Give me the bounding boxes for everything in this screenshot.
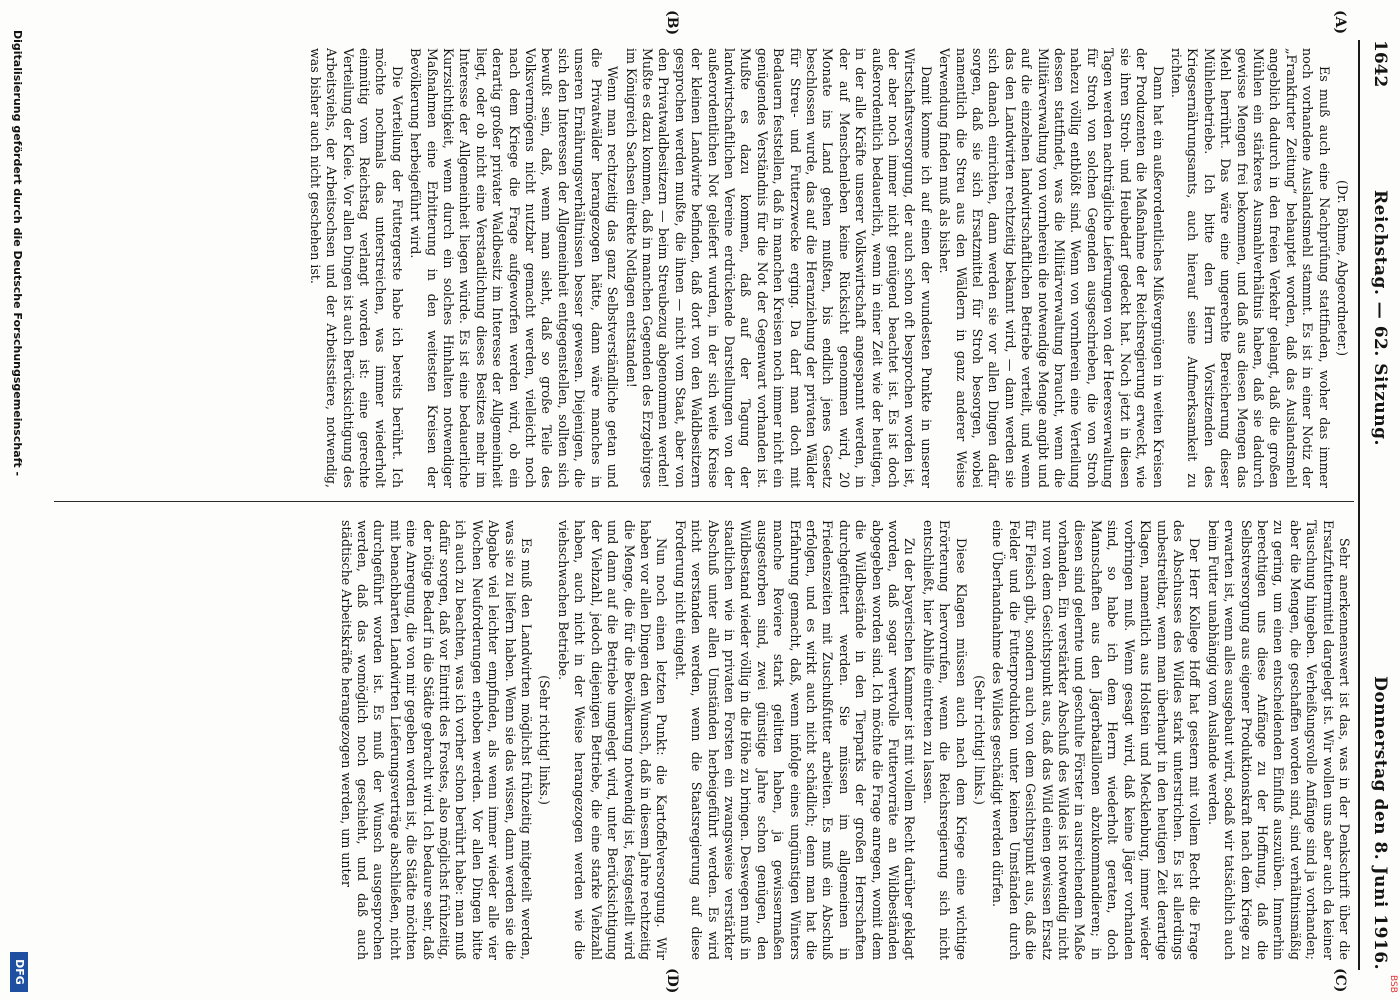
paragraph: Die Verteilung der Futtergerste habe ich bereits berührt. Ich möchte nochmals das unterstreichen, was immer wiederholt einmütig vom Reichstag verlangt worden ist: eine gerechte Verteilung der Kleie. Vor allen Dingen ist auch Berücksichtigung des Arbeitsviehs, der Arbeitsochsen und der Arbeitsstiere, notwendig, was bisher auch nicht geschehen ist. [307,48,405,488]
session-title: Reichstag. — 62. Sitzung. [1370,190,1390,446]
paragraph: Dann hat ein außerordentliches Mißvergnügen in weiten Kreisen der Produzenten die Maßnahme der Reichsregierung erweckt, wie sie ihren Stroh- und Heubedarf gedeckt hat. Noch jetzt in diesen Tagen werden nachträgliche Lieferungen von der Heeresverwaltung für Stroh von solchen Gegenden ausgeschrieben, die von Stroh nahezu völlig entblößt sind. Wenn von vornherein eine Verteilung dessen stattfindet, was die Militärverwaltung braucht, wenn die Militärverwaltung von vornherein die notwendige Menge angibt und auf die einzelnen landwirtschaftlichen Betriebe verteilt, und wenn das den Landwirten rechtzeitig bekannt wird, — dann werden sie sich danach einrichten, dann werden sie vor allen Dingen dafür sorgen, daß sie sich Ersatzmittel für Stroh besorgen, wobei namentlich die Streu aus den Wäldern in ganz anderer Weise Verwendung finden muß als bisher. [937,48,1166,488]
paragraph: Nun noch einen letzten Punkt: die Kartoffelversorgung. Wir haben vor allen Dingen den Wunsch, daß in diesem Jahre rechtzeitig die Menge, die für die Bevölkerung notwendig ist, festgestellt wird und dann auf die Betriebe umgelegt wird, unter Berücksichtigung der Viehzahl, jedoch diejenigen Betriebe, die eine starke Viehzahl haben, auch nicht in der Weise herangezogen werden wie die viehschwachen Betriebe. [555,520,670,960]
paragraph: Der Herr Kollege Hoff hat gestern mit vollem Recht die Frage des Abschusses des Wildes stark unterstrichen. Es ist allerdings unbestreitbar, wenn man überhaupt in den heutigen Zeit derartige Klagen, namentlich aus Holstein und Mecklenburg, immer wieder vorbringen muß. Wenn gesagt wird, daß keine Jäger vorhanden sind, so habe ich dem Herrn wiederholt geraten, doch Mannschaften aus den Jägerbataillonen abzukommandieren; in diesen sind gelernte und geschulte Förster in ausreichendem Maße vorhanden. Ein verstärkter Abschuß des Wildes ist notwendig nicht nur von dem Gesichtspunkt aus, daß das Wild einen gewissen Ersatz für Fleisch gibt, sondern auch von dem Gesichtspunkt aus, daß die Felder und die Futterproduktion unter keinen Umständen durch eine Überhandnahme des Wildes geschädigt werden dürfen. [990,520,1203,960]
page-number: 1642 [1370,40,1390,88]
header-rule [1358,40,1360,970]
paragraph: Es muß den Landwirten möglichst frühzeitig mitgeteilt werden, was sie zu liefern haben. Wenn sie das wissen, dann werden sie die Abgabe viel leichter empfinden, als wenn immer wieder alle vier Wochen Neuforderungen erhoben werden. Vor allen Dingen bitte ich auch zu beachten, was ich vorher schon berührt habe: man muß dafür sorgen, daß vor Eintritt des Frostes, also möglichst frühzeitig, der nötige Bedarf in die Städte gebracht wird. Ich bedaure sehr, daß eine Anregung, die von mir gegeben worden ist, die Städte möchten mit benachbarten Landwirten Lieferungsverträge abschließen, nicht durchgeführt worden ist. Es muß der Wunsch ausgesprochen werden, daß das womöglich noch geschieht, und daß auch städtische Arbeitskräfte herangezogen werden, um unter [338,520,535,960]
margin-mark-c: (C) [1332,968,1348,993]
paragraph: Wenn man rechtzeitig das ganz Selbstverständliche getan und die Privatwälder herangezogen hätte, dann wäre manches in unseren Ernährungsverhältnissen besser gewesen. Diejenigen, die sich den Interessen der Allgemeinheit entgegenstellen, sollten sich bewußt sein, daß, wenn man sieht, daß so große Teile des Volksvermögens nicht nutzbar gemacht werden, vielleicht noch nach dem Kriege die Frage aufgeworfen werden wird, ob ein derartig großer privater Waldbesitz im Interesse der Allgemeinheit liegt, oder ob nicht eine Verstaatlichung dieses Besitzes mehr im Interesse der Allgemeinheit liegen würde. Es ist eine bedauerliche Kurzsichtigkeit, wenn durch ein solches Hinhalten notwendiger Maßnahmen eine Erbitterung in den weitesten Kreisen der Bevölkerung herbeigeführt wird. [408,48,621,488]
margin-mark-a: (A) [1332,10,1348,35]
paragraph: Zu der bayerischen Kammer ist mit vollem Recht darüber geklagt worden, daß sogar wertvolle Futtervorräte an Wildbeständen abgegeben worden sind. Ich möchte die Frage anregen, womit dem die Wildbestände in den Tierparks der großen Herrschaften durchgefüttert werden. Sie müssen im allgemeinen in Friedenszeiten mit Zuschußfutter arbeiten. Es muß ein Abschuß erfolgen, und es wirkt auch nicht schädlich; denn man hat die Erfahrung gemacht, daß, wenn infolge eines ungünstigen Winters manche Reviere stark gelitten haben, ja gewissermaßen ausgestorben sind, zwei günstige Jahre schon genügen, den Wildbestand wieder völlig in die Höhe zu bringen. Deswegen muß in staatlichen wie in privaten Forsten ein zwangsweise verstärkter Abschuß unter allen Umständen herbeigeführt werden. Es wird nicht verstanden werden, wenn die Staatsregierung auf diese Forderung nicht eingeht. [672,520,918,960]
library-tag: BSB [1388,975,1398,993]
right-column [52,520,1352,960]
dfg-logo: DFG [10,952,28,992]
interjection: (Sehr richtig! links.) [972,675,988,805]
page-header [1362,40,1392,970]
interjection: (Sehr richtig! links.) [537,675,553,805]
margin-mark-d: (D) [664,968,680,994]
margin-mark-b: (B) [664,10,680,36]
left-column [52,48,1352,488]
paragraph: Diese Klagen müssen auch nach dem Kriege eine wichtige Erörterung hervorrufen, wenn die Reichsregierung sich nicht entschließt, hier Abhilfe eintreten zu lassen. [920,520,969,960]
paragraph: Es muß auch eine Nachprüfung stattfinden, woher das immer noch vorhandene Auslandsmehl stammt. Es ist in einer Notiz der „Frankfurter Zeitung“ behauptet worden, daß das Auslandsmehl angeblich dadurch in den freien Verkehr gelangt, daß die großen Mühlen ein stärkeres Ausmahlverhältnis haben, daß sie dadurch gewisse Mengen frei bekommen, und daß aus diesen Mengen das Mehl herrührt. Das wäre eine ungerechte Bereicherung dieser Mühlenbetriebe. Ich bitte den Herrn Vorsitzenden des Kriegsernährungsamts, auch hierauf seine Aufmerksamkeit zu richten. [1168,48,1332,488]
session-date: Donnerstag den 8. Juni 1916. [1370,676,1390,970]
column-divider [54,501,1354,502]
paragraph: Sehr anerkennenswert ist das, was in der Denkschrift über die Ersatzfuttermittel dargelegt ist. Wir wollen uns aber auch da keiner Täuschung hingeben. Verheißungsvolle Anfänge sind ja vorhanden; aber die Mengen, die geschaffen worden sind, sind verhältnismäßig zu gering, um einen entscheidenden Einfluß auszuüben. Immerhin berechtigen uns diese Anfänge zu der Hoffnung, daß die Selbstversorgung aus eigener Produktionskraft nach dem Kriege zu erwarten ist, wenn alles ausgebaut wird, sodaß wir tatsächlich auch beim Futter unabhängig vom Auslande werden. [1205,520,1352,960]
speaker-line: (Dr. Böhme, Abgeordneter.) [1335,180,1350,356]
digitization-credit: Digitalisierung gefördert durch die Deutsche Forschungsgemeinschaft - [11,30,24,477]
paragraph: Damit komme ich auf einen der wundesten Punkte in unserer Wirtschaftsversorgung, der auch schon oft besprochen worden ist, der aber noch immer nicht genügend beachtet ist. Es ist doch außerordentlich bedauerlich, wenn in einer Zeit wie der heutigen, in der alle Kräfte unserer Volkswirtschaft angespannt werden, in der auf Menschenleben keine Rücksicht genommen wird, 20 Monate ins Land gehen mußten, bis endlich jenes Gesetz beschlossen wurde, das auf die Heranziehung der privaten Wälder für Streu- und Futterzwecke erging. Da darf man doch mit Bedauern feststellen, daß in manchen Kreisen noch immer nicht ein genügendes Verständnis für die Not der Gegenwart vorhanden ist. Mußte es dazu kommen, daß auf der Tagung der landwirtschaftlichen Vereine erdrückende Darstellungen von der außerordentlichen Not geliefert wurden, in der sich weite Kreise der kleinen Landwirte befinden, daß dort von den Waldbesitzern gesprochen werden mußte, die ihnen — nicht vom Staat, aber von den Privatwaldbesitzern — beim Streubezug abgenommen werden! Mußte es dazu kommen, daß in manchen Gegenden des Erzgebirges im Königreich Sachsen direkte Notlagen entstanden! [623,48,934,488]
